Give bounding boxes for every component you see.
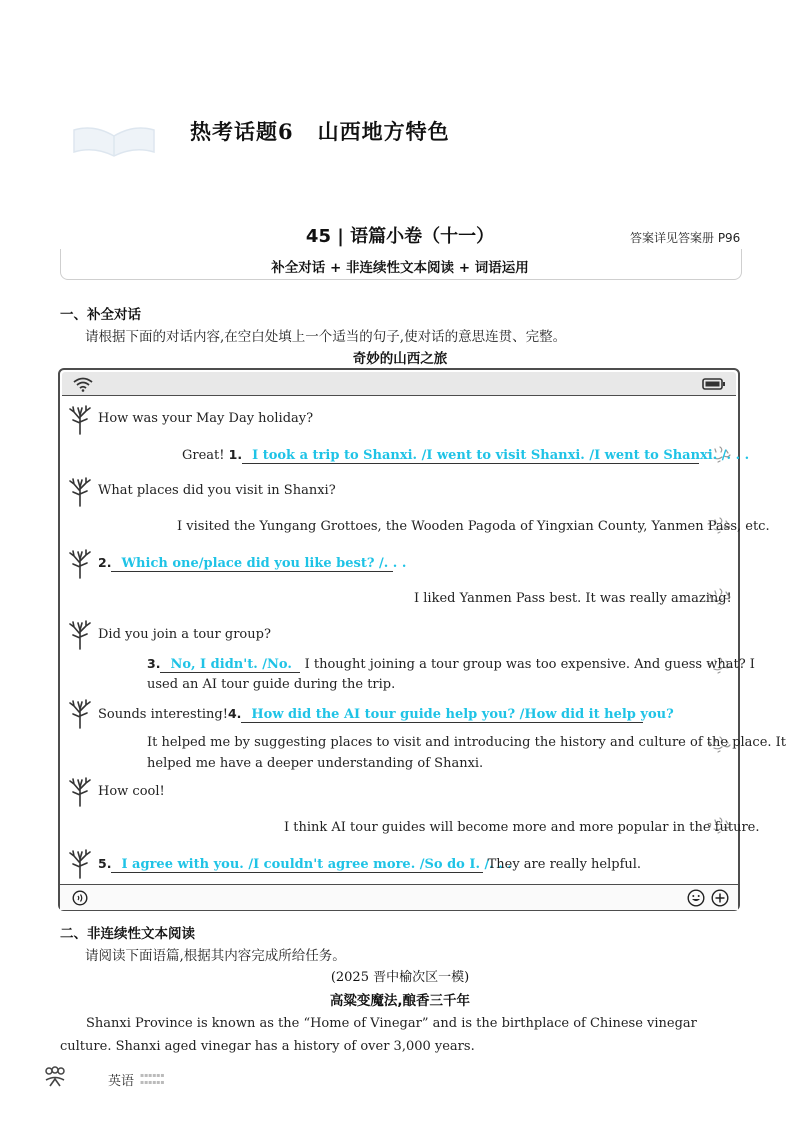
- answer-blank: How did the AI tour guide help you? /How did it help you?: [241, 707, 643, 723]
- section-one-instruction: 请根据下面的对话内容,在空白处填上一个适当的句子,使对话的意思连贯、完整。: [85, 329, 567, 345]
- answer-blank: No, I didn't. /No.: [160, 657, 300, 673]
- dialogue-line: It helped me by suggesting places to visit and introducing the history and culture of the place. It: [147, 735, 787, 750]
- dialogue-line: Did you join a tour group?: [98, 627, 271, 642]
- dialogue-line: 5. I agree with you. /I couldn't agree more. /So do I. /. . . They are really helpful.: [98, 856, 642, 872]
- chat-top-bar: [62, 372, 736, 396]
- dialogue-line: helped me have a deeper understanding of Shanxi.: [147, 756, 484, 771]
- battery-icon: [702, 378, 726, 390]
- article-paragraph: Shanxi Province is known as the “Home of Vinegar” and is the birthplace of Chinese vinegar culture. Shanxi aged vinegar has a history of over 3,000 years.: [60, 1016, 697, 1054]
- wifi-icon: [72, 376, 94, 392]
- dialogue-line: I think AI tour guides will become more and more popular in the future.: [284, 820, 760, 835]
- dialogue-line: Sounds interesting!4. How did the AI tour guide help you? /How did it help you?: [98, 706, 674, 722]
- answer-blank: I agree with you. /I couldn't agree more. /So do I. /. . .: [111, 857, 483, 873]
- blank-number: 2.: [98, 555, 112, 570]
- section-two-title: 二、非连续性文本阅读: [60, 926, 195, 942]
- blank-number: 4.: [227, 706, 242, 721]
- dialogue-line: How cool!: [98, 784, 165, 799]
- article-title: 高粱变魔法,酿香三千年: [329, 993, 471, 1009]
- topic-title: 热考话题6 山西地方特色: [190, 119, 450, 144]
- answer-note: 答案详见答案册 P96: [630, 231, 741, 245]
- tree-avatar-icon: [67, 699, 93, 729]
- answer-blank: I took a trip to Shanxi. /I went to visit Shanxi. /I went to Shanxi. /. . .: [242, 448, 699, 464]
- add-icon[interactable]: [711, 889, 729, 907]
- footer-subject: 英语: [108, 1074, 135, 1089]
- dialogue-line: I visited the Yungang Grottoes, the Wooden Pagoda of Yingxian County, Yanmen Pass, etc.: [177, 519, 770, 534]
- answer-blank: Which one/place did you like best? /. . .: [111, 556, 393, 572]
- emoji-icon[interactable]: [687, 889, 705, 907]
- dialogue-line: How was your May Day holiday?: [98, 411, 314, 426]
- section-one-title: 一、补全对话: [60, 307, 141, 323]
- volume-title: 45 | 语篇小卷（十一）: [305, 226, 495, 247]
- dialogue-line: 3. No, I didn't. /No. I thought joining a tour group was too expensive. And guess what? I: [147, 656, 755, 672]
- tree-avatar-icon: [67, 620, 93, 650]
- dialogue-line: I liked Yanmen Pass best. It was really amazing!: [414, 591, 732, 606]
- voice-icon[interactable]: [72, 890, 88, 906]
- section-two-instruction: 请阅读下面语篇,根据其内容完成所给任务。: [85, 948, 346, 964]
- tree-avatar-icon: [67, 549, 93, 579]
- blank-number: 3.: [147, 656, 161, 671]
- tree-avatar-icon: [67, 477, 93, 507]
- chat-bottom-bar: [60, 884, 738, 910]
- blank-number: 5.: [98, 856, 112, 871]
- source-note: (2025 晋中榆次区一模): [330, 970, 470, 985]
- tree-avatar-icon: [67, 405, 93, 435]
- subtitle: 补全对话 + 非连续性文本阅读 + 词语运用: [271, 260, 529, 276]
- tree-avatar-icon: [67, 777, 93, 807]
- dialogue-line: used an AI tour guide during the trip.: [147, 677, 396, 692]
- footer-logo-icon: [42, 1064, 68, 1090]
- dialogue-line: What places did you visit in Shanxi?: [98, 483, 336, 498]
- tree-avatar-icon: [67, 849, 93, 879]
- chat-title: 奇妙的山西之旅: [352, 351, 448, 367]
- blank-number: 1.: [228, 447, 243, 462]
- dialogue-line: [98, 555, 407, 572]
- dialogue-line: Great! 1. I took a trip to Shanxi. /I went to visit Shanxi. /I went to Shanxi. /. . .: [182, 447, 750, 463]
- footer-watermark: ▪▪▪▪▪▪ ▪▪▪▪▪▪: [140, 1072, 165, 1086]
- book-decoration-icon: [70, 118, 158, 158]
